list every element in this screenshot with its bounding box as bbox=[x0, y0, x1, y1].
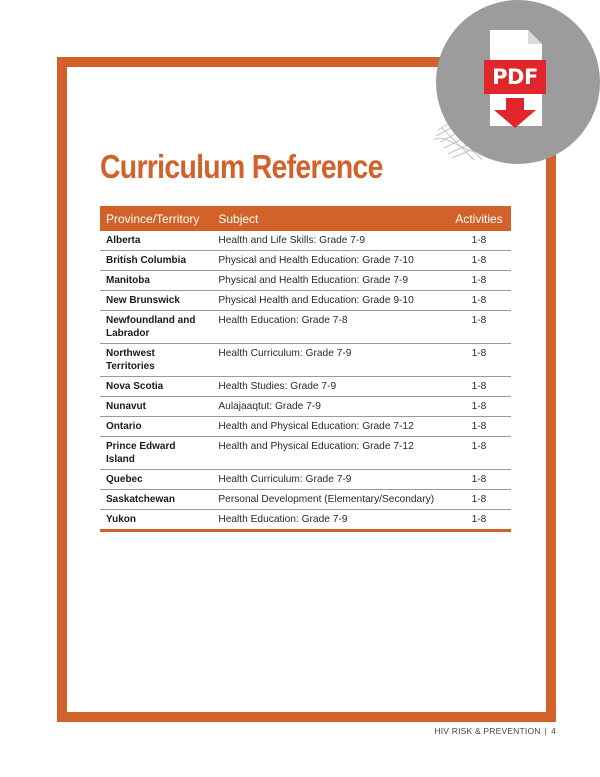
activities-cell: 1-8 bbox=[447, 251, 511, 271]
header-subject: Subject bbox=[212, 206, 447, 231]
activities-cell: 1-8 bbox=[447, 437, 511, 470]
province-cell: British Columbia bbox=[100, 251, 212, 271]
province-cell: Saskatchewan bbox=[100, 490, 212, 510]
footer-page-number: 4 bbox=[551, 726, 556, 736]
table-row bbox=[100, 417, 511, 437]
table-header-row bbox=[100, 206, 511, 231]
activities-cell: 1-8 bbox=[447, 417, 511, 437]
subject-cell: Health Education: Grade 7-9 bbox=[218, 514, 348, 525]
table-row bbox=[100, 271, 511, 291]
province-cell: Nunavut bbox=[100, 397, 212, 417]
activities-cell: 1-8 bbox=[447, 231, 511, 251]
province-cell: Northwest Territories bbox=[100, 344, 212, 377]
table-row bbox=[100, 311, 511, 344]
activities-cell: 1-8 bbox=[471, 514, 487, 525]
province-cell: Prince Edward Island bbox=[100, 437, 212, 470]
table-row bbox=[100, 397, 511, 417]
footer-section-title: HIV RISK & PREVENTION bbox=[434, 726, 541, 736]
activities-cell: 1-8 bbox=[447, 377, 511, 397]
activities-cell: 1-8 bbox=[447, 271, 511, 291]
activities-cell: 1-8 bbox=[447, 470, 511, 490]
province-cell: Yukon bbox=[106, 514, 137, 525]
table-row bbox=[100, 490, 511, 510]
header-activities: Activities bbox=[447, 206, 511, 231]
activities-cell: 1-8 bbox=[447, 311, 511, 344]
subject-cell: Health Education: Grade 7-8 bbox=[212, 311, 447, 344]
table-row bbox=[100, 291, 511, 311]
table-row bbox=[100, 251, 511, 271]
pdf-label: PDF bbox=[492, 65, 538, 89]
province-cell: Newfoundland and Labrador bbox=[100, 311, 212, 344]
province-cell: Quebec bbox=[100, 470, 212, 490]
subject-cell: Physical and Health Education: Grade 7-10 bbox=[212, 251, 447, 271]
province-cell: New Brunswick bbox=[100, 291, 212, 311]
page-footer bbox=[434, 726, 556, 736]
page-title: Curriculum Reference bbox=[100, 148, 383, 185]
activities-cell: 1-8 bbox=[447, 490, 511, 510]
footer-separator: | bbox=[544, 726, 548, 736]
subject-cell: Health and Physical Education: Grade 7-12 bbox=[212, 437, 447, 470]
activities-cell: 1-8 bbox=[447, 291, 511, 311]
subject-cell: Health and Life Skills: Grade 7-9 bbox=[212, 231, 447, 251]
table-row bbox=[100, 231, 511, 251]
subject-cell: Health Curriculum: Grade 7-9 bbox=[212, 470, 447, 490]
province-cell: Ontario bbox=[100, 417, 212, 437]
header-province: Province/Territory bbox=[100, 206, 212, 231]
activities-cell: 1-8 bbox=[447, 397, 511, 417]
table-row bbox=[100, 377, 511, 397]
table-row bbox=[100, 344, 511, 377]
subject-cell: Aulajaaqtut: Grade 7-9 bbox=[212, 397, 447, 417]
province-cell: Manitoba bbox=[100, 271, 212, 291]
table-row bbox=[100, 470, 511, 490]
subject-cell: Health Curriculum: Grade 7-9 bbox=[212, 344, 447, 377]
subject-cell: Physical Health and Education: Grade 9-10 bbox=[212, 291, 447, 311]
table-row bbox=[100, 510, 511, 531]
subject-cell: Health Studies: Grade 7-9 bbox=[212, 377, 447, 397]
province-cell: Nova Scotia bbox=[100, 377, 212, 397]
subject-cell: Personal Development (Elementary/Secondary) bbox=[212, 490, 447, 510]
curriculum-table bbox=[100, 206, 511, 532]
activities-cell: 1-8 bbox=[447, 344, 511, 377]
subject-cell: Health and Physical Education: Grade 7-12 bbox=[212, 417, 447, 437]
province-cell: Alberta bbox=[100, 231, 212, 251]
subject-cell: Physical and Health Education: Grade 7-9 bbox=[212, 271, 447, 291]
table-row bbox=[100, 437, 511, 470]
